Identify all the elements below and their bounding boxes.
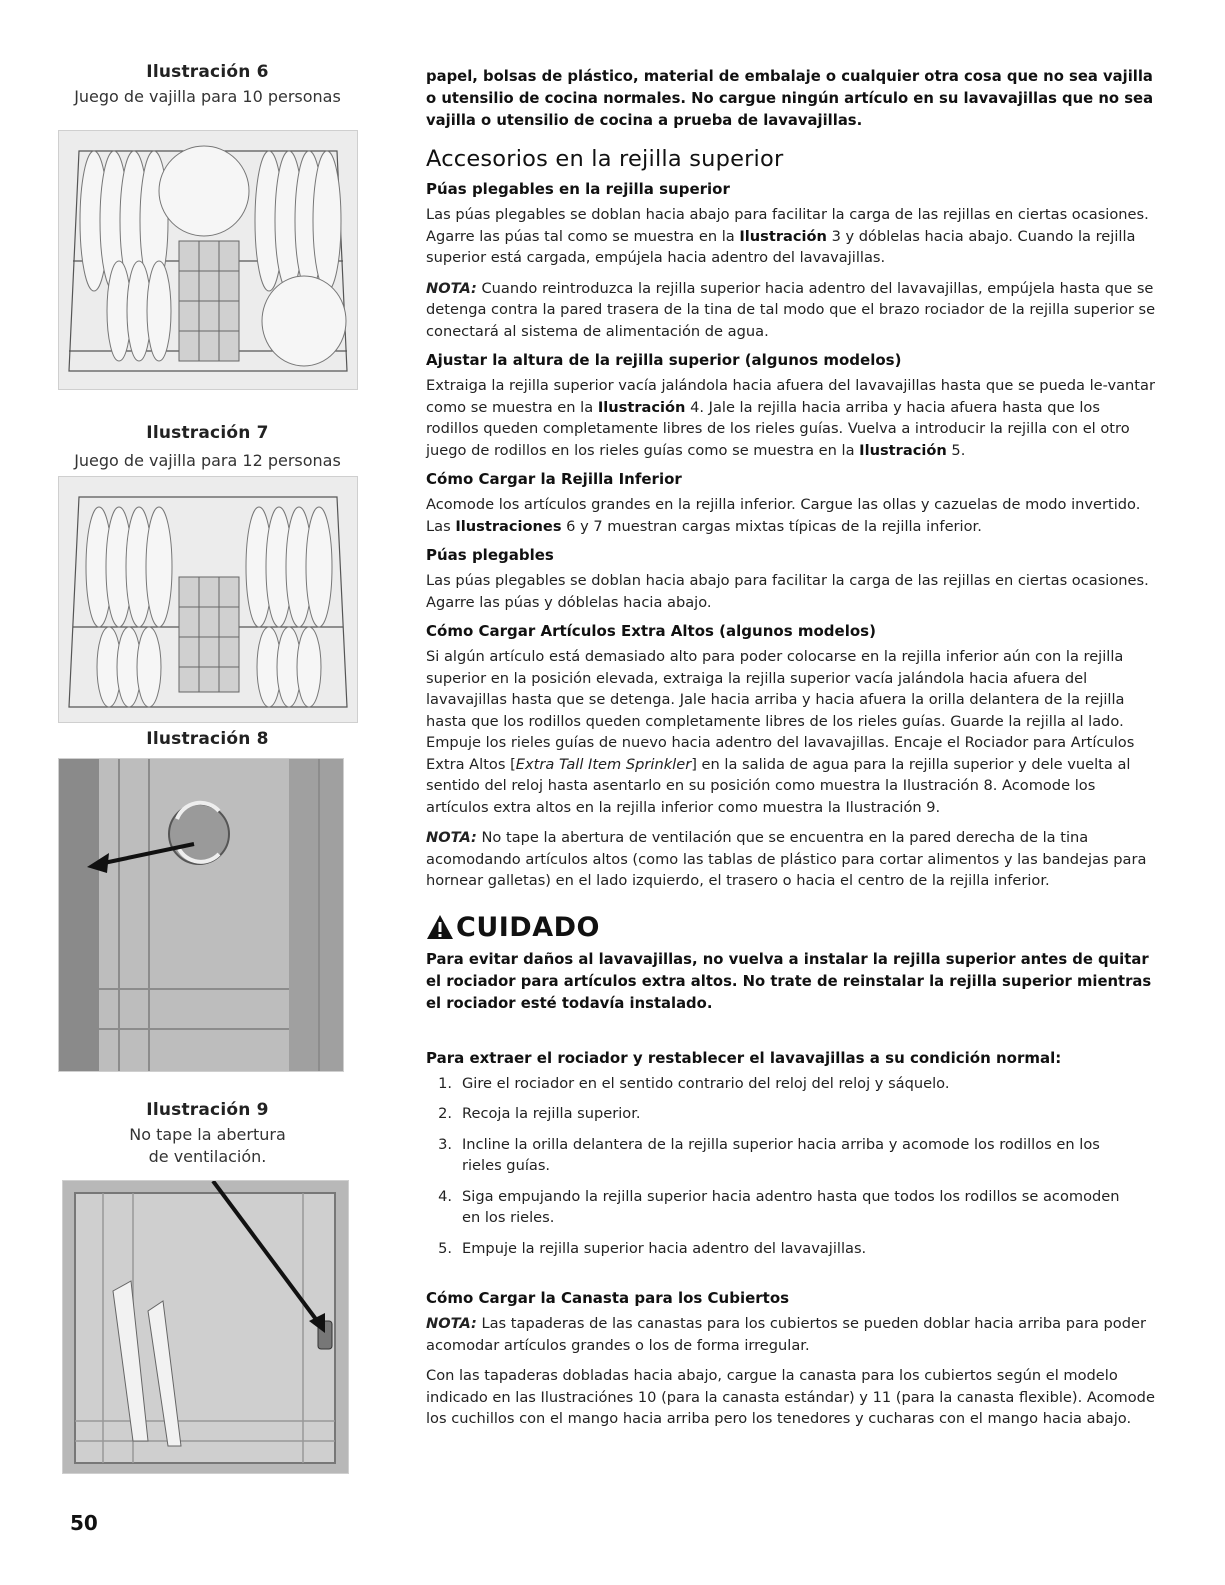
right-text-column bbox=[426, 66, 1156, 1439]
caution-text: Para evitar daños al lavavajillas, no vuelva a instalar la rejilla superior antes de quitar el rociador para artículos extra altos. No trate de reinstalar la rejilla superior mientras el rociador esté todavía instalado. bbox=[426, 950, 1152, 1012]
silverware-basket-note: NOTA: Las tapaderas de las canastas para los cubiertos se pueden doblar hacia arriba para poder acomodar artículos grandes o los de forma irregular. bbox=[426, 1315, 1146, 1354]
steps-heading: Para extraer el rociador y restablecer el lavavajillas a su condición normal: bbox=[426, 1048, 1062, 1067]
fig9-caption-line2: de ventilación. bbox=[148, 1147, 267, 1166]
fig6-title: Ilustración 6 bbox=[146, 62, 269, 82]
silverware-basket-text: Con las tapaderas dobladas hacia abajo, cargue la canasta para los cubiertos según el modelo indicado en las Ilustraciónes 10 (para la canasta estándar) y 11 (para la canasta flexible). Acomode los cuchillos con el mango hacia arriba pero los tenedores y cucharas con el mango hacia abajo. bbox=[426, 1367, 1155, 1427]
tines-heading: Púas plegables bbox=[426, 546, 554, 564]
steps-list bbox=[426, 1073, 1156, 1260]
fig6-caption: Juego de vajilla para 10 personas bbox=[74, 87, 341, 106]
tines-text: Las púas plegables se doblan hacia abajo para facilitar la carga de las rejillas en ciertas ocasiones. Agarre las púas y dóblelas hacia abajo. bbox=[426, 572, 1149, 611]
lower-rack-heading: Cómo Cargar la Rejilla Inferior bbox=[426, 470, 682, 488]
fig8-image-sprinkler-installed bbox=[58, 758, 344, 1072]
upper-rack-tines-text: Las púas plegables se doblan hacia abajo para facilitar la carga de las rejillas en ciertas ocasiones. Agarre las púas tal como se muestra en la Ilustración 3 y dóblelas hacia abajo. Cuando la rejilla superior está cargada, empújela hacia adentro del lavavajillas. bbox=[426, 206, 1149, 266]
fig7-title: Ilustración 7 bbox=[146, 423, 269, 443]
fig8-title: Ilustración 8 bbox=[146, 729, 269, 749]
list-item: 5. Empuje la rejilla superior hacia adentro del lavavajillas. bbox=[438, 1239, 867, 1257]
extra-tall-heading: Cómo Cargar Artículos Extra Altos (algunos modelos) bbox=[426, 622, 876, 640]
fig9-title: Ilustración 9 bbox=[146, 1100, 269, 1120]
fig7-caption: Juego de vajilla para 12 personas bbox=[74, 451, 341, 470]
caution-word: CUIDADO bbox=[456, 911, 600, 943]
rack-height-heading: Ajustar la altura de la rejilla superior (algunos modelos) bbox=[426, 351, 902, 369]
extra-tall-text: Si algún artículo está demasiado alto para poder colocarse en la rejilla inferior aún con la rejilla superior en la posición elevada, extraiga la rejilla superior vacía jalándola hacia afuera del lavavajillas hasta que se detenga. Jale hacia arriba y hacia afuera la orilla delantera de la rejilla hasta que los rodillos queden completamente libres de los rieles guías. Guarde la rejilla al lado. Empuje los rieles guías de nuevo hacia adentro del lavavajillas. Encaje el Rociador para Artículos Extra Altos [Extra Tall Item Sprinkler] en la salida de agua para la rejilla superior y dele vuelta al sentido del reloj hasta asentarlo en su posición como muestra la Ilustración 8. Acomode los artículos extra altos en la rejilla inferior como muestra la Ilustración 9. bbox=[426, 648, 1135, 816]
lower-rack-text: Acomode los artículos grandes en la rejilla inferior. Cargue las ollas y cazuelas de modo invertido. Las Ilustraciones 6 y 7 muestran cargas mixtas típicas de la rejilla inferior. bbox=[426, 496, 1141, 535]
fig9-image-vent-opening bbox=[62, 1180, 349, 1474]
left-figure-column bbox=[55, 62, 360, 108]
section-title: Accesorios en la rejilla superior bbox=[426, 146, 784, 172]
fig9-caption-line1: No tape la abertura bbox=[129, 1125, 286, 1144]
page-number: 50 bbox=[70, 1511, 98, 1535]
list-item: 1. Gire el rociador en el sentido contrario del reloj del reloj y sáquelo. bbox=[438, 1074, 950, 1092]
upper-rack-note: NOTA: Cuando reintroduzca la rejilla superior hacia adentro del lavavajillas, empújela hasta que se detenga contra la pared trasera de la tina de tal modo que el brazo rociador de la rejilla superior se conectará al sistema de alimentación de agua. bbox=[426, 279, 1156, 340]
upper-rack-tines-heading: Púas plegables en la rejilla superior bbox=[426, 180, 730, 198]
list-item: 2. Recoja la rejilla superior. bbox=[438, 1105, 641, 1122]
list-item: 3. Incline la orilla delantera de la rejilla superior hacia arriba y acomode los rodillos en los rieles guías. bbox=[438, 1135, 1100, 1174]
intro-paragraph: papel, bolsas de plástico, material de embalaje o cualquier otra cosa que no sea vajilla o utensilio de cocina normales. No cargue ningún artículo en su lavavajillas que no sea vajilla o utensilio de cocina a prueba de lavavajillas. bbox=[426, 68, 1154, 129]
fig6-image-rack-10-settings bbox=[58, 130, 358, 390]
extra-tall-note: NOTA: No tape la abertura de ventilación que se encuentra en la pared derecha de la tina acomodando artículos altos (como las tablas de plástico para cortar alimentos y las bandejas para hornear galletas) en el lado izquierdo, el trasero o hacia el centro de la rejilla inferior. bbox=[426, 829, 1147, 889]
list-item: 4. Siga empujando la rejilla superior hacia adentro hasta que todos los rodillos se acomoden en los rieles. bbox=[438, 1187, 1120, 1226]
silverware-basket-heading: Cómo Cargar la Canasta para los Cubiertos bbox=[426, 1289, 790, 1307]
rack-height-text: Extraiga la rejilla superior vacía jalándola hacia afuera del lavavajillas hasta que se pueda le-vantar como se muestra en la Ilustración 4. Jale la rejilla hacia arriba y hacia afuera hasta que los rodillos queden completamente libres de los rieles guías. Vuelva a introducir la rejilla con el otro juego de rodillos en los rieles guías como se muestra en la Ilustración 5. bbox=[426, 377, 1155, 459]
warning-triangle-icon bbox=[426, 914, 454, 940]
fig7-image-rack-12-settings bbox=[58, 476, 358, 723]
caution-heading bbox=[426, 912, 1156, 943]
